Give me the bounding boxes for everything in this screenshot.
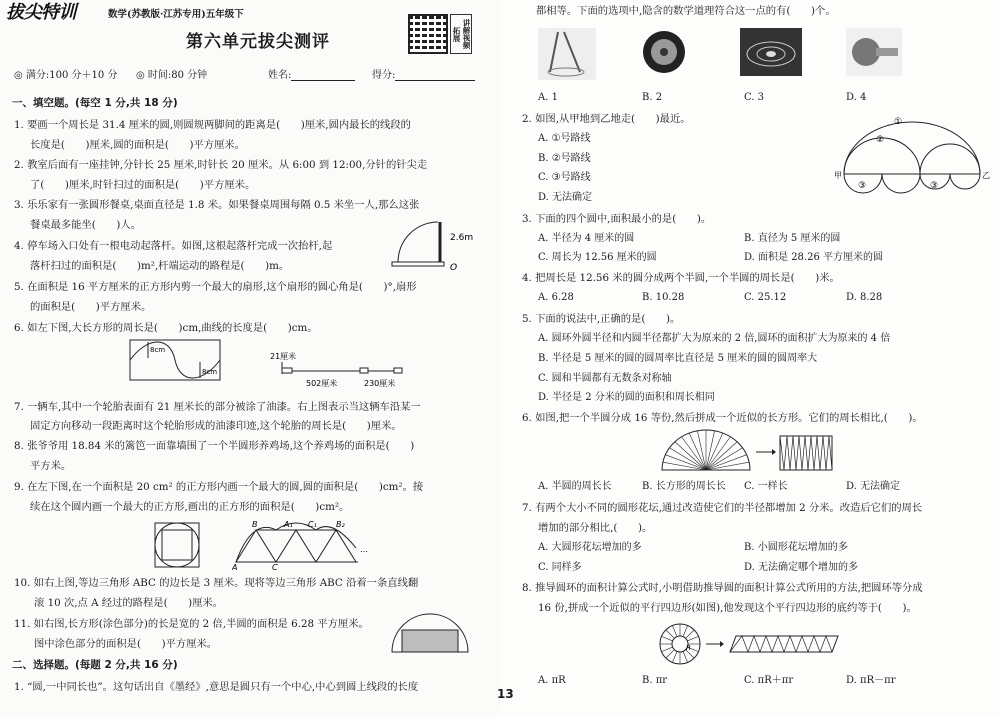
page-title: 第六单元拔尖测评: [186, 32, 330, 52]
s2-q8-opt-d[interactable]: D. πR－πr: [846, 675, 896, 686]
ripple-pond-image: [740, 28, 802, 76]
s2-q1-line2: 都相等。下面的选项中,隐含的数学道理符合这一点的有( )个。: [536, 5, 836, 17]
q4-fig-o: O: [450, 263, 458, 272]
s2-q2-fig-route1: ①: [894, 117, 903, 127]
q2-line1: 2. 教室后面有一座挂钟,分针长 25 厘米,时针长 20 厘米。从 6:00 到 12:00,分针的针尖走: [14, 159, 428, 171]
q6-fig-a: 8cm: [150, 346, 166, 354]
full-score: ◎ 满分:100 分＋10 分: [14, 70, 118, 81]
s2-q7-opt-b[interactable]: B. 小圆形花坛增加的多: [744, 542, 848, 553]
s2-q6-opt-c[interactable]: C. 一样长: [744, 481, 788, 492]
wheel-image: [642, 30, 686, 74]
s2-q8-line2: 16 份,拼成一个近似的平行四边形(如图),他发现这个平行四边形的底约等于( )。: [538, 602, 917, 614]
q6-fig-b: 8cm: [202, 368, 218, 376]
s2-q2-fig-route3a: ③: [858, 181, 867, 191]
s2-q3-opt-a[interactable]: A. 半径为 4 厘米的圆: [538, 233, 635, 244]
fan-spoke: [706, 442, 737, 470]
qr-code-icon[interactable]: [408, 14, 448, 54]
q10-line2: 滚 10 次,点 A 经过的路程是( )厘米。: [34, 597, 224, 609]
s2-q3-text: 3. 下面的四个圆中,面积最小的是( )。: [522, 213, 712, 225]
s2-q7-opt-d[interactable]: D. 无法确定哪个增加的多: [744, 562, 859, 573]
s2-q5-opt-a[interactable]: A. 圆环外圆半径和内圆半径都扩大为原来的 2 倍,圆环的面积扩大为原来的 4 倍: [538, 333, 891, 344]
s2-q8-line1: 8. 推导圆环的面积计算公式时,小明借助推导圆的面积计算公式所用的方法,把圆环等分成: [522, 582, 923, 594]
q8-line1: 8. 张爷爷用 18.84 米的篱笆一面靠墙围了一个半圆形养鸡场,这个养鸡场的面积是( ): [14, 440, 415, 452]
q4-barrier-figure: [388, 218, 484, 272]
s2-q7-line2: 增加的部分相比,( )。: [538, 522, 653, 534]
right-page: [500, 0, 1000, 717]
s2-q8-ring-parallelogram-figure: [658, 622, 844, 668]
q10-label-dots: …: [360, 545, 368, 554]
q10-triangle-roll-figure: [232, 518, 372, 570]
q11-semicircle-figure: [388, 608, 474, 656]
q7-fig-230: 230厘米: [364, 379, 396, 388]
q7-line1: 7. 一辆车,其中一个轮胎表面有 21 厘米长的部分被涂了油漆。右上图表示当这辆车沿某一: [14, 401, 421, 413]
q5-line1: 5. 在面积是 16 平方厘米的正方形内剪一个最大的扇形,这个扇形的圆心角是( )°,扇形: [14, 281, 417, 293]
s2-q8-opt-a[interactable]: A. πR: [538, 675, 566, 686]
brand-logo: 拔尖特训: [6, 2, 76, 23]
ring-spoke: [683, 651, 688, 662]
q10-label-b: B: [252, 520, 258, 529]
s2-q7-line1: 7. 有两个大小不同的圆形花坛,通过改造使它们的半径都增加 2 分米。改造后它们的周长: [522, 502, 923, 514]
series-label: 数学(苏教版·江苏专用)五年级下: [108, 9, 244, 20]
s2-q8-opt-b[interactable]: B. πr: [642, 675, 668, 686]
q10-label-c1: C₁: [308, 520, 317, 529]
s2-q5-opt-d[interactable]: D. 半径是 2 分米的圆的面积和周长相同: [538, 392, 715, 403]
ring-spoke: [662, 647, 673, 652]
q2-line2: 了( )厘米,时针扫过的面积是( )平方厘米。: [30, 179, 256, 191]
s2-q4-opt-d[interactable]: D. 8.28: [846, 292, 883, 303]
s2-q7-opt-a[interactable]: A. 大圆形花坛增加的多: [538, 542, 642, 553]
q4-line2: 落杆扫过的面积是( )m²,杆端运动的路程是( )m。: [30, 260, 290, 272]
s2-q4-text: 4. 把周长是 12.56 米的圆分成两个半圆,一个半圆的周长是( )米。: [522, 272, 840, 284]
q1-line1: 1. 要画一个周长是 31.4 厘米的圆,则圆规两脚间的距离是( )厘米,圆内最长的线段的: [14, 119, 411, 131]
q3-line1: 3. 乐乐家有一张圆形餐桌,桌面直径是 1.8 米。如果餐桌周围每隔 0.5 米坐一人,那么这张: [14, 199, 420, 211]
score-field[interactable]: [372, 71, 475, 81]
s2-q2-fig-jia: 甲: [834, 171, 842, 180]
section1-title: 一、填空题。(每空 1 分,共 18 分): [12, 97, 178, 109]
ring-spoke: [666, 650, 674, 658]
s2-q2-text: 2. 如图,从甲地到乙地走( )最近。: [522, 113, 691, 125]
s2-q6-opt-d[interactable]: D. 无法确定: [846, 481, 901, 492]
q4-fig-label: 2.6m: [450, 233, 474, 243]
page-number: 13: [497, 687, 514, 701]
q4-line1: 4. 停车场入口处有一根电动起落杆。如图,这根起落杆完成一次抬杆,起: [14, 240, 333, 252]
section2-title: 二、选择题。(每题 2 分,共 16 分): [12, 659, 178, 671]
q10-label-b2: B₂: [336, 520, 345, 529]
s2-q2-route-figure: [834, 112, 992, 204]
ring-spoke: [683, 626, 688, 637]
ring-spoke: [666, 630, 674, 638]
s2-q5-opt-c[interactable]: C. 圆和半圆都有无数条对称轴: [538, 373, 672, 384]
q9-line1: 9. 在左下图,在一个面积是 20 cm² 的正方形内画一个最大的圆,圆的面积是( )cm²。接: [14, 481, 424, 493]
s2-q7-opt-c[interactable]: C. 同样多: [538, 562, 582, 573]
q10-line1: 10. 如右上图,等边三角形 ABC 的边长是 3 厘米。现将等边三角形 ABC 沿着一条直线翻: [14, 577, 419, 589]
s2-q1-opt-b[interactable]: B. 2: [642, 92, 663, 103]
s2-q2-opt-b[interactable]: B. ②号路线: [538, 153, 591, 164]
s2-q1-opt-d[interactable]: D. 4: [846, 92, 867, 103]
ring-spoke: [686, 630, 694, 638]
q10-label-a1: A₁: [284, 520, 293, 529]
s2-q3-opt-d[interactable]: D. 面积是 28.26 平方厘米的圆: [744, 252, 884, 263]
s2-q1-opt-c[interactable]: C. 3: [744, 92, 765, 103]
s2-q4-opt-a[interactable]: A. 6.28: [538, 292, 574, 303]
s2-q6-semicircle-rectangle-figure: [660, 428, 836, 474]
name-label: 姓名:: [268, 70, 292, 81]
q8-line2: 平方米。: [30, 460, 72, 472]
s2-q6-opt-b[interactable]: B. 长方形的周长长: [642, 481, 726, 492]
q7-line2: 固定方向移动一段距离时这个轮胎形成的油漆印迹,这个轮胎的周长是( )厘米。: [30, 420, 402, 432]
ring-spoke: [687, 636, 698, 641]
q1-line2: 长度是( )厘米,圆的面积是( )平方厘米。: [30, 139, 245, 151]
q11-line1: 11. 如右图,长方形(涂色部分)的长是宽的 2 倍,半圆的面积是 6.28 平方厘米。: [14, 618, 369, 630]
q3-line2: 餐桌最多能坐( )人。: [30, 219, 142, 231]
s2-q3-opt-c[interactable]: C. 周长为 12.56 厘米的圆: [538, 252, 657, 263]
s2-q2-fig-route2: ②: [876, 135, 885, 145]
compass-drawing-image: [538, 28, 596, 80]
q6-rectangle-figure: [128, 338, 224, 386]
s2-q6-opt-a[interactable]: A. 半圆的周长长: [538, 481, 612, 492]
s2-q2-fig-yi: 乙: [982, 171, 990, 180]
q11-line2: 图中涂色部分的面积是( )平方厘米。: [34, 638, 218, 650]
q10-label-c: C: [272, 563, 278, 570]
s2-q2-fig-route3b: ③: [930, 181, 939, 191]
q6-text: 6. 如左下图,大长方形的周长是( )cm,曲线的长度是( )cm。: [14, 322, 318, 334]
score-label: 得分:: [372, 70, 396, 81]
s2-q8-opt-c[interactable]: C. πR＋πr: [744, 675, 794, 686]
time-limit: ◎ 时间:80 分钟: [136, 70, 208, 81]
qr-label: 讲解视频 拓展: [450, 14, 472, 54]
s2-q4-opt-c[interactable]: C. 25.12: [744, 292, 787, 303]
s2-q1-opt-a[interactable]: A. 1: [538, 92, 558, 103]
s2-q8-fig-label: R: [686, 644, 691, 652]
q7-fig-21: 21厘米: [270, 352, 297, 361]
q7-fig-502: 502厘米: [306, 379, 338, 388]
ring-spoke: [672, 626, 677, 637]
q9-line2: 续在这个圆内画一个最大的正方形,画出的正方形的面积是( )cm²。: [30, 501, 350, 513]
fan-spoke: [675, 442, 706, 470]
q5-line2: 的面积是( )平方厘米。: [30, 301, 152, 313]
s2-q5-opt-b[interactable]: B. 半径是 5 厘米的圆的圆周率比直径是 5 厘米的圆的圆周率大: [538, 353, 818, 364]
s2-q4-opt-b[interactable]: B. 10.28: [642, 292, 685, 303]
ring-spoke: [672, 651, 677, 662]
s2-q2-opt-d[interactable]: D. 无法确定: [538, 192, 593, 203]
s2-q3-opt-b[interactable]: B. 直径为 5 厘米的圆: [744, 233, 841, 244]
s2-q6-text: 6. 如图,把一个半圆分成 16 等份,然后拼成一个近似的长方形。它们的周长相比,( )。: [522, 412, 923, 424]
q10-label-a: A: [232, 563, 238, 570]
q9-square-circle-figure: [152, 520, 202, 570]
ring-spoke: [662, 636, 673, 641]
s2-q5-text: 5. 下面的说法中,正确的是( )。: [522, 313, 681, 325]
s2-q1-line1: 1. “圆,一中同长也”。这句话出自《墨经》,意思是圆只有一个中心,中心到圆上线段的长度: [14, 681, 419, 693]
key-lock-image: [846, 28, 902, 76]
s2-q2-opt-c[interactable]: C. ③号路线: [538, 172, 591, 183]
q7-tire-track-figure: [262, 350, 412, 392]
s2-q2-opt-a[interactable]: A. ①号路线: [538, 133, 591, 144]
name-field[interactable]: [268, 71, 355, 81]
